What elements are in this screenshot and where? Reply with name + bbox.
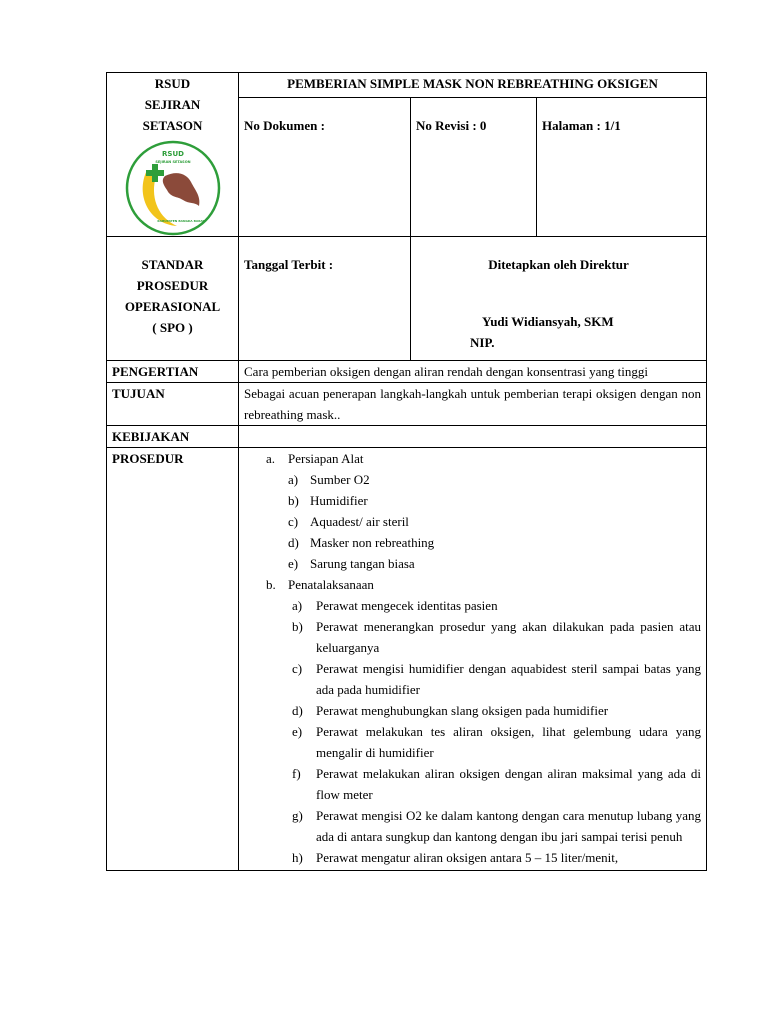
list-item (244, 574, 701, 595)
list-marker: c) (288, 514, 299, 529)
list-item-text: Humidifier (310, 493, 368, 508)
list-marker: d) (292, 703, 303, 718)
list-marker: b) (288, 493, 299, 508)
list-item (244, 847, 701, 870)
prosedur-content (239, 448, 707, 871)
pengertian-text: Cara pemberian oksigen dengan aliran rendah dengan konsentrasi yang tinggi (239, 361, 707, 383)
spo-label-line: ( SPO ) (152, 320, 193, 335)
list-marker: a) (288, 472, 299, 487)
list-item-text: Perawat menghubungkan slang oksigen pada humidifier (316, 703, 609, 718)
spo-table (106, 72, 707, 871)
spo-label-line: STANDAR (141, 257, 204, 272)
list-item (244, 469, 701, 490)
prosedur-label: PROSEDUR (107, 448, 239, 871)
list-item-text: Perawat mengisi O2 ke dalam kantong dengan cara menutup lubang yang ada di antara sungkup dan kantong dengan ibu jari sampai terisi penuh (316, 808, 702, 844)
no-dokumen: No Dokumen : (239, 98, 411, 237)
pengesahan-cell (411, 237, 707, 361)
list-item (244, 448, 701, 469)
hospital-cell (107, 73, 239, 237)
list-item (244, 490, 701, 511)
list-item (244, 763, 701, 805)
list-marker: h) (292, 850, 303, 865)
spo-label-line: OPERASIONAL (124, 299, 221, 314)
tanggal-terbit: Tanggal Terbit : (239, 237, 411, 361)
spo-document (106, 72, 706, 871)
hospital-logo (112, 140, 233, 236)
penatalaksanaan-title: Penatalaksanaan (288, 577, 374, 592)
list-marker: e) (288, 556, 299, 571)
kebijakan-text (239, 426, 707, 448)
list-item (244, 616, 701, 658)
document-title: PEMBERIAN SIMPLE MASK NON REBREATHING OKSIGEN (239, 73, 707, 98)
prosedur-list (244, 448, 701, 870)
list-marker: b. (266, 577, 276, 592)
list-item-text: Perawat mengecek identitas pasien (316, 598, 498, 613)
list-item-text: Sumber O2 (310, 472, 370, 487)
persiapan-alat-title: Persiapan Alat (288, 451, 364, 466)
kebijakan-label: KEBIJAKAN (107, 426, 239, 448)
list-item-text: Masker non rebreathing (310, 535, 435, 550)
tujuan-label: TUJUAN (107, 383, 239, 426)
list-marker: g) (292, 808, 303, 823)
list-marker: e) (292, 724, 303, 739)
list-item (244, 658, 701, 700)
tujuan-text: Sebagai acuan penerapan langkah-langkah untuk pemberian terapi oksigen dengan non rebreathing mask.. (239, 383, 707, 426)
no-revisi: No Revisi : 0 (411, 98, 537, 237)
logo-text-bottom: KABUPATEN BANGKA BARAT (156, 219, 205, 223)
list-item (244, 553, 701, 574)
list-item (244, 805, 701, 847)
list-item-text: Aquadest/ air steril (310, 514, 409, 529)
list-marker: c) (292, 661, 303, 676)
list-item (244, 595, 701, 616)
ditetapkan-oleh: Ditetapkan oleh Direktur (488, 257, 629, 272)
direktur-name: Yudi Widiansyah, SKM (482, 314, 614, 329)
list-item-text: Perawat melakukan tes aliran oksigen, lihat gelembung udara yang mengalir di humidifier (316, 724, 702, 760)
list-marker: d) (288, 535, 299, 550)
list-item-text: Perawat mengisi humidifier dengan aquabidest steril sampai batas yang ada pada humidifier (316, 661, 702, 697)
list-item (244, 532, 701, 553)
list-item-text: Sarung tangan biasa (310, 556, 415, 571)
hospital-name: RSUD SEJIRAN SETASON (142, 76, 203, 133)
list-marker: a) (292, 598, 303, 613)
pengertian-label: PENGERTIAN (107, 361, 239, 383)
list-item-text: Perawat mengatur aliran oksigen antara 5 – 15 liter/menit, (316, 850, 619, 865)
list-item-text: Perawat melakukan aliran oksigen dengan aliran maksimal yang ada di flow meter (316, 766, 702, 802)
list-marker: b) (292, 619, 303, 634)
logo-text-top: RSUD (161, 150, 184, 158)
rsud-logo-icon (125, 140, 221, 236)
list-marker: a. (266, 451, 276, 466)
direktur-nip: NIP. (470, 335, 495, 350)
logo-text-sub: SEJIRAN SETASON (154, 160, 191, 164)
halaman: Halaman : 1/1 (537, 98, 707, 237)
list-item (244, 511, 701, 532)
list-item (244, 721, 701, 763)
list-item-text: Perawat menerangkan prosedur yang akan dilakukan pada pasien atau keluarganya (316, 619, 702, 655)
list-item (244, 700, 701, 721)
spo-label-line: PROSEDUR (136, 278, 209, 293)
spo-label-cell (107, 237, 239, 361)
list-marker: f) (292, 766, 301, 781)
